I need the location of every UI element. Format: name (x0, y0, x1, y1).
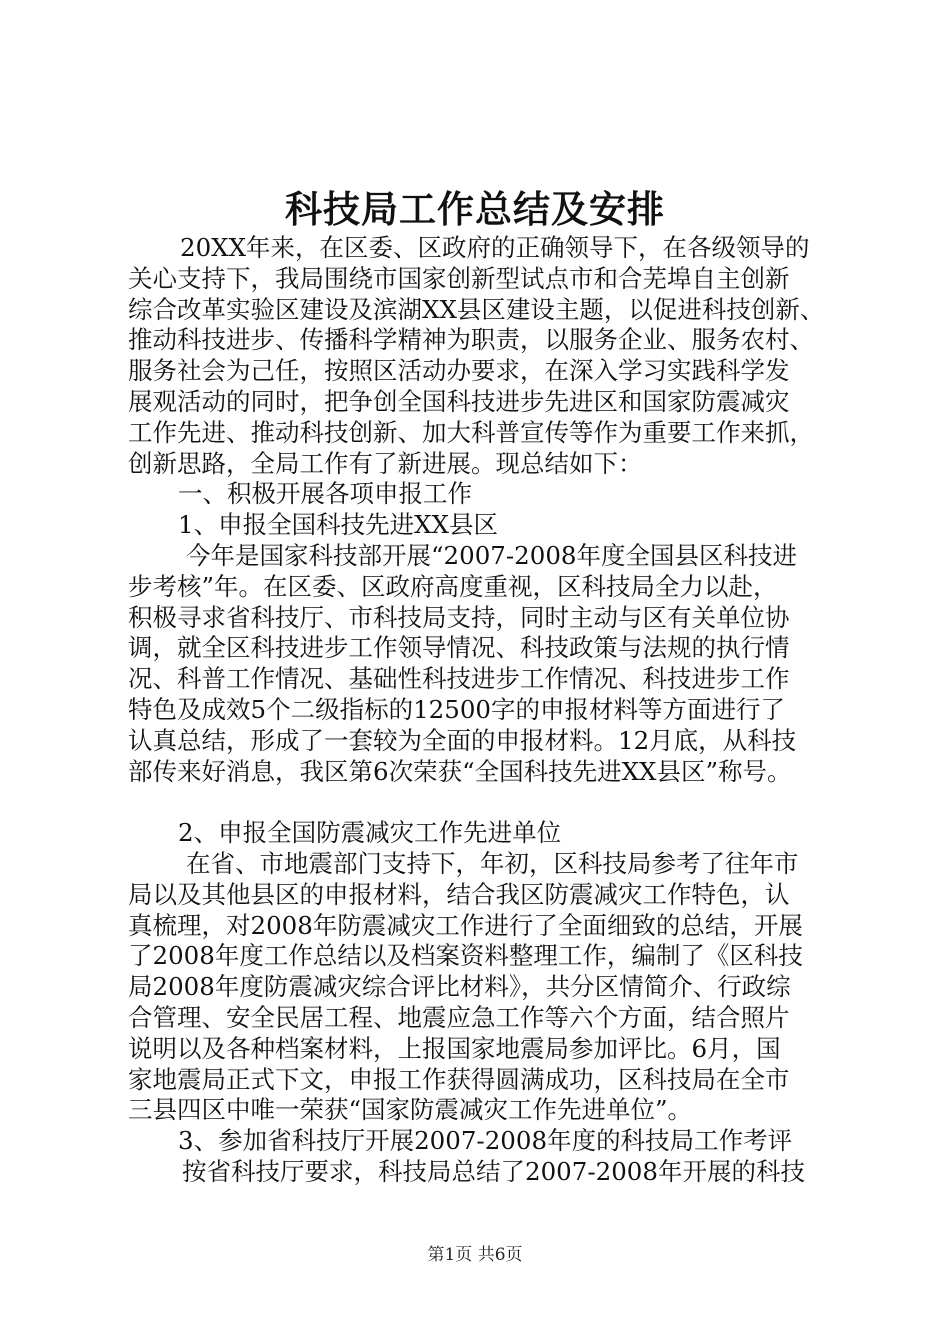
paragraph-line: 今年是国家科技部开展“2007-2008年度全国县区科技进 (186, 540, 798, 570)
subsection-heading: 2、申报全国防震减灾工作先进单位 (178, 818, 562, 848)
paragraph-line: 三县四区中唯一荣获“国家防震减灾工作先进单位”。 (128, 1095, 693, 1125)
paragraph-line: 服务社会为己任，按照区活动办要求，在深入学习实践科学发 (128, 356, 790, 386)
paragraph-line: 积极寻求省科技厅、市科技局支持，同时主动与区有关单位协 (128, 602, 790, 632)
paragraph-line: 步考核”年。在区委、区政府高度重视，区科技局全力以赴， (128, 571, 778, 601)
paragraph-line: 调，就全区科技进步工作领导情况、科技政策与法规的执行情 (128, 633, 790, 663)
paragraph-line: 工作先进、推动科技创新、加大科普宣传等作为重要工作来抓， (128, 417, 814, 447)
document-body (128, 233, 858, 1188)
paragraph-line: 说明以及各种档案材料，上报国家地震局参加评比。6月，国 (128, 1033, 781, 1063)
subsection-heading: 3、参加省科技厅开展2007-2008年度的科技局工作考评 (178, 1126, 793, 1156)
paragraph-line: 展观活动的同时，把争创全国科技进步先进区和国家防震减灾 (128, 386, 790, 416)
paragraph-line: 综合改革实验区建设及滨湖XX县区建设主题，以促进科技创新、 (128, 294, 825, 324)
paragraph-line: 认真总结，形成了一套较为全面的申报材料。12月底，从科技 (128, 725, 797, 755)
paragraph-line: 了2008年度工作总结以及档案资料整理工作，编制了《区科技 (128, 941, 803, 971)
subsection-heading: 1、申报全国科技先进XX县区 (178, 510, 498, 540)
paragraph-line: 关心支持下，我局围绕市国家创新型试点市和合芜埠自主创新 (128, 263, 790, 293)
document-title: 科技局工作总结及安排 (285, 187, 665, 231)
paragraph-line: 按省科技厅要求，科技局总结了2007-2008年开展的科技 (182, 1156, 805, 1186)
paragraph-line: 真梳理，对2008年防震减灾工作进行了全面细致的总结，开展 (128, 910, 803, 940)
paragraph-line: 部传来好消息，我区第6次荣获“全国科技先进XX县区”称号。 (128, 756, 792, 786)
paragraph-line: 特色及成效5个二级指标的12500字的申报材料等方面进行了 (128, 694, 786, 724)
blank-line (128, 787, 858, 818)
paragraph-line: 推动科技进步、传播科学精神为职责，以服务企业、服务农村、 (128, 325, 814, 355)
paragraph-line: 合管理、安全民居工程、地震应急工作等六个方面，结合照片 (128, 1002, 790, 1032)
paragraph-line: 况、科普工作情况、基础性科技进步工作情况、科技进步工作 (128, 664, 790, 694)
section-heading: 一、积极开展各项申报工作 (178, 479, 472, 509)
paragraph-line: 创新思路，全局工作有了新进展。现总结如下： (128, 448, 643, 478)
paragraph-line: 局2008年度防震减灾综合评比材料》，共分区情简介、行政综 (128, 972, 791, 1002)
paragraph-line: 家地震局正式下文，申报工作获得圆满成功，区科技局在全市 (128, 1064, 790, 1094)
page-number-footer: 第1页 共6页 (427, 1245, 523, 1265)
paragraph-line: 在省、市地震部门支持下，年初，区科技局参考了往年市 (186, 848, 799, 878)
paragraph-line: 局以及其他县区的申报材料，结合我区防震减灾工作特色，认 (128, 879, 790, 909)
paragraph-line: 20XX年来，在区委、区政府的正确领导下，在各级领导的 (180, 233, 810, 262)
